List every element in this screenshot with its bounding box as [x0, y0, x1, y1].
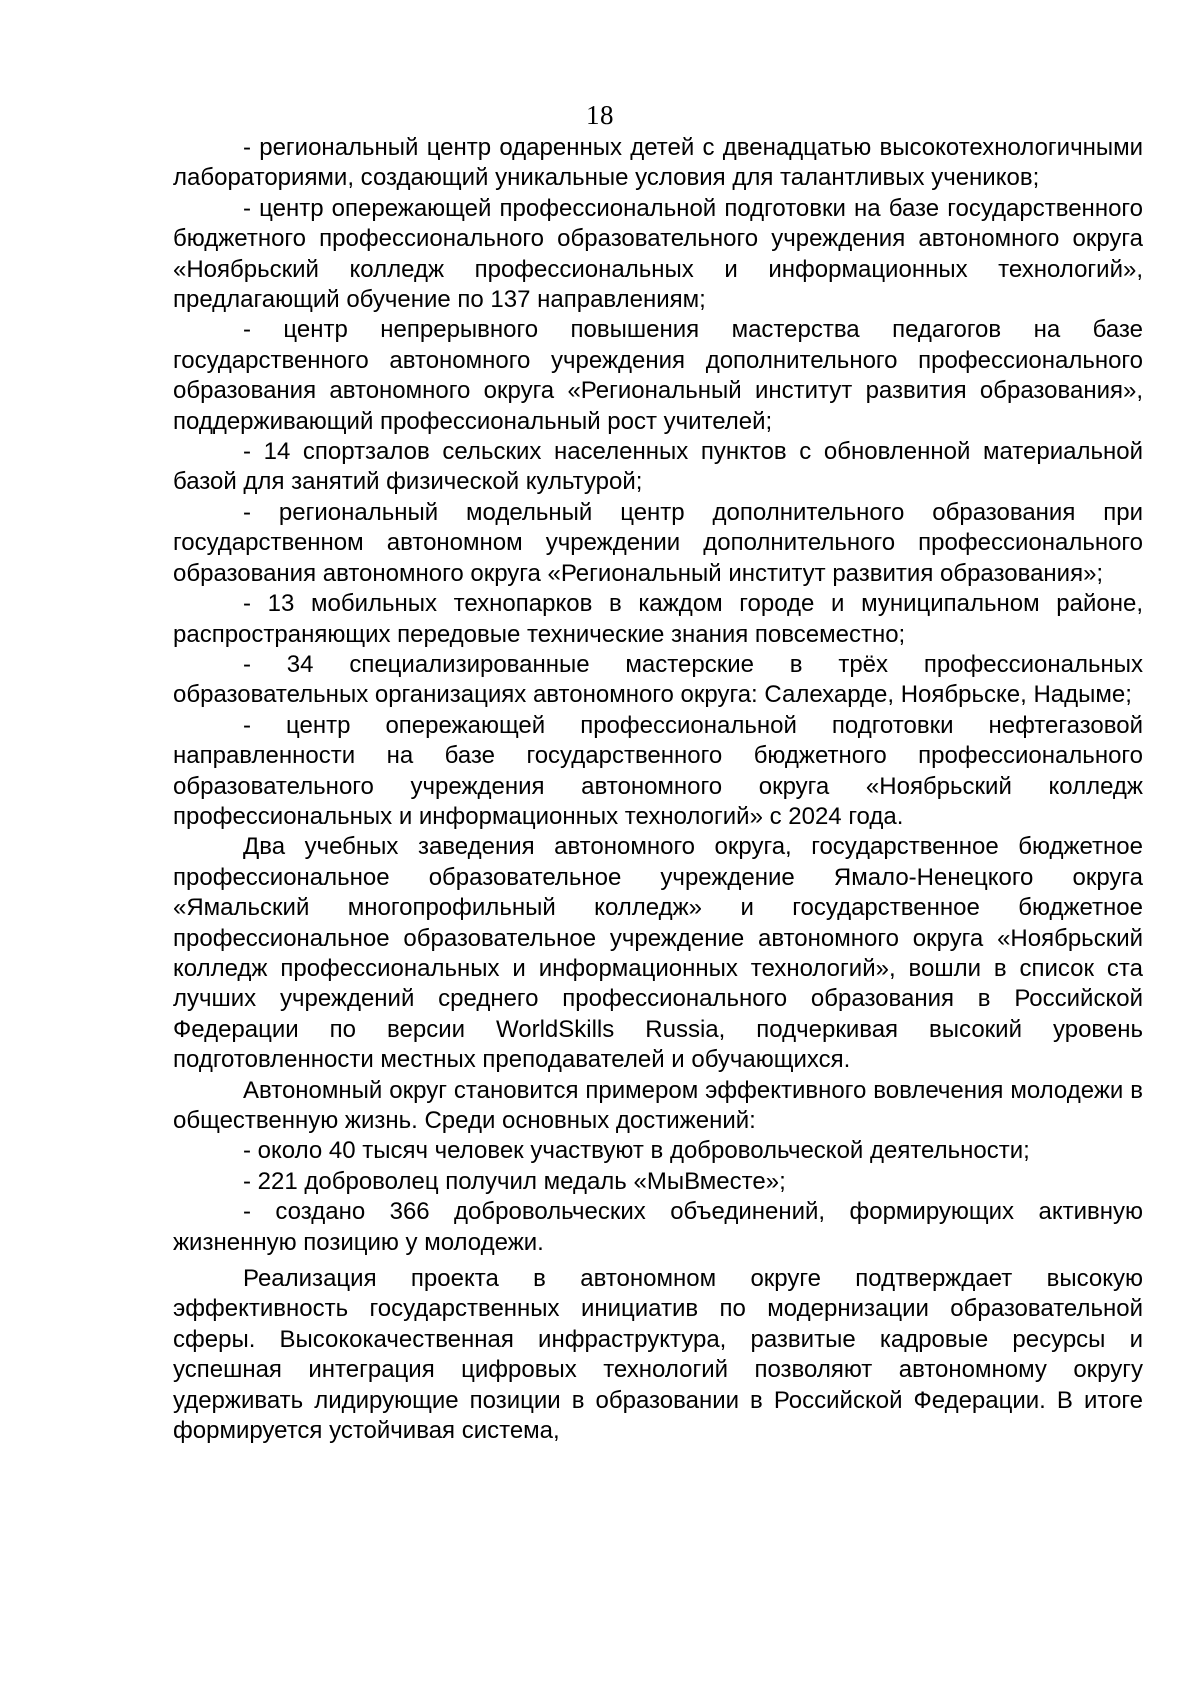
paragraph-specialized-workshops: - 34 специализированные мастерские в трёх профессиональных образовательных организациях автономного округа: Салехарде, Ноябрьске, Надыме; [173, 650, 1143, 709]
paragraph-regional-model-center: - региональный модельный центр дополнительного образования при государственном автономном учреждении дополнительного профессионального образования автономного округа «Региональный институт развития образования»; [173, 498, 1143, 587]
paragraph-gifted-children-center: - региональный центр одаренных детей с двенадцатью высокотехнологичными лабораториями, создающий уникальные условия для талантливых учеников; [173, 134, 1143, 192]
paragraph-oil-gas-training-center: - центр опережающей профессиональной подготовки нефтегазовой направленности на базе государственного бюджетного профессионального образовательного учреждения автономного округа «Ноябрьский колледж профессиональных и информационных технологий» с 2024 года. [173, 711, 1143, 830]
paragraph-teacher-skills-center: - центр непрерывного повышения мастерства педагогов на базе государственного автономного учреждения дополнительного профессионального образования автономного округа «Региональный институт развития образования», поддерживающий профессиональный рост учителей; [173, 316, 1143, 435]
paragraph-two-colleges: Два учебных заведения автономного округа, государственное бюджетное профессиональное образовательное учреждение Ямало-Ненецкого округа «Ямальский многопрофильный колледж» и государственное бюджетное профессиональное образовательное учреждение автономного округа «Ноябрьский колледж профессиональных и информационных технологий», вошли в список ста лучших учреждений среднего профессионального образования в Российской Федерации по версии WorldSkills Russia, подчеркивая высокий уровень подготовленности местных преподавателей и обучающихся. [173, 833, 1144, 1074]
paragraph-volunteer-medal: - 221 доброволец получил медаль «МыВместе»; [243, 1167, 786, 1195]
paragraph-project-conclusion: Реализация проекта в автономном округе подтверждает высокую эффективность государственных инициатив по модернизации образовательной сферы. Высококачественная инфраструктура, развитые кадровые ресурсы и успешная интеграция цифровых технологий позволяют автономному округу удерживать лидирующие позиции в образовании в Российской Федерации. В итоге формируется устойчивая система, [173, 1265, 1143, 1445]
page-number: 18 [586, 100, 614, 130]
paragraph-volunteers-count: - около 40 тысяч человек участвуют в добровольческой деятельности; [243, 1137, 1030, 1165]
paragraph-advanced-training-center: - центр опережающей профессиональной подготовки на базе государственного бюджетного профессионального образовательного учреждения автономного округа «Ноябрьский колледж профессиональных и информационных технологий», предлагающий обучение по 137 направлениям; [173, 194, 1143, 314]
paragraph-rural-gyms: - 14 спортзалов сельских населенных пунктов с обновленной материальной базой для занятий физической культурой; [173, 438, 1143, 496]
paragraph-youth-involvement: Автономный округ становится примером эффективного вовлечения молодежи в общественную жизнь. Среди основных достижений: [173, 1076, 1143, 1134]
paragraph-mobile-technoparks: - 13 мобильных технопарков в каждом городе и муниципальном районе, распространяющих передовые технические знания повсеместно; [173, 590, 1143, 648]
paragraph-volunteer-associations: - создано 366 добровольческих объединений, формирующих активную жизненную позицию у молодежи. [173, 1198, 1143, 1256]
document-body [173, 133, 1143, 1446]
